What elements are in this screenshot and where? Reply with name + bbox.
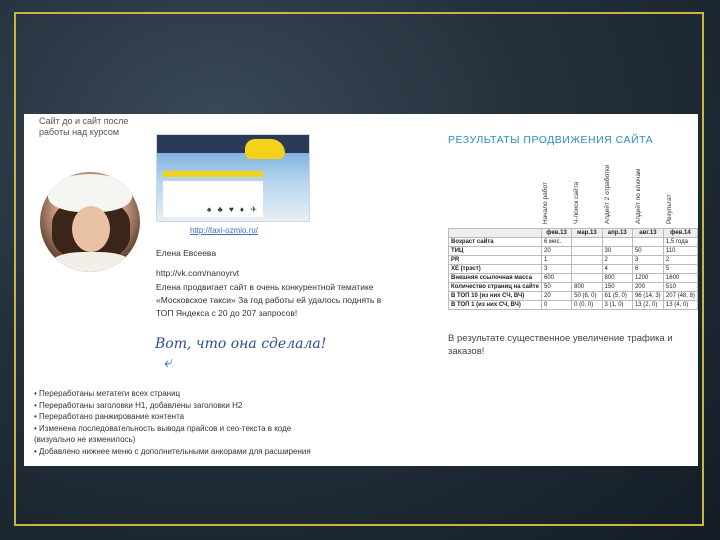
column-head: Результат <box>666 194 673 224</box>
thumbnail-icons: ♠ ♣ ♥ ♦ ✈ <box>207 205 259 214</box>
column-headers-rotated <box>541 158 691 226</box>
table-row: Внешняя ссылочная масса 600 800 1200 1600 <box>449 274 698 283</box>
table-row: В ТОП 10 (из них СЧ, ВЧ) 20 50 (6, 0) 61 (5, 0) 96 (14, 3) 207 (48, 8) <box>449 292 698 301</box>
table-row: В ТОП 1 (из них СЧ, ВЧ) 0 0 (0, 0) 3 (1, 0) 13 (2, 0) 13 (4, 0) <box>449 301 698 310</box>
bullet-item: • Переработано ранжирование контента <box>34 412 185 421</box>
bullet-item: (визуально не изменилось) <box>34 435 136 444</box>
callout-text: Вот, что она сделала! <box>155 336 327 352</box>
profile-link[interactable]: http://vk.com/nanoyrvt <box>156 268 240 278</box>
slide <box>24 114 698 466</box>
avatar <box>40 172 140 272</box>
site-link[interactable]: http://taxi-ozmio.ru/ <box>190 226 259 235</box>
bullet-list <box>34 388 374 457</box>
taxi-car-image <box>245 139 285 159</box>
bullet-item: • Изменена последовательность вывода прайсов и сео-текста в коде <box>34 423 292 433</box>
column-head: Начало работ <box>542 182 549 224</box>
bullet-item: • Переработаны заголовки Н1, добавлены заголовки Н2 <box>34 400 243 410</box>
table-row: XE (трэст) 3 4 6 5 <box>449 265 698 274</box>
column-head: Ч-поиск сайта <box>573 181 580 224</box>
bullet-item: • Переработаны метатеги всех страниц <box>34 389 181 398</box>
table-header-row: фев.13 мар.13 апр.13 авг.13 фев.14 <box>449 229 698 238</box>
column-head: Апдейт по ключам <box>635 168 642 224</box>
bullet-item: • Добавлено нижнее меню с дополнительными анкорами для расширения <box>34 446 311 456</box>
results-table <box>448 228 698 310</box>
table-row: ТИЦ 20 30 50 110 <box>449 247 698 256</box>
arrow-icon: ⤶ <box>164 354 173 371</box>
results-title: РЕЗУЛЬТАТЫ ПРОДВИЖЕНИЯ САЙТА <box>448 134 654 146</box>
site-screenshot-thumbnail <box>156 134 310 222</box>
table-row: Количество страниц на сайте 50 800 150 200 510 <box>449 283 698 292</box>
slide-top-text: Сайт до и сайт после работы над курсом <box>39 116 129 137</box>
description-text: Елена продвигает сайт в очень конкурентной тематике «Московское такси» За год работы ей удалось поднять в ТОП Яндекса с 20 до 207 запросов! <box>156 282 382 318</box>
conclusion-text: В результате существенное увеличение трафика и заказов! <box>448 333 673 357</box>
table-row: PR 1 2 3 2 <box>449 256 698 265</box>
author-name: Елена Евсеева <box>156 248 217 258</box>
table-row: Возраст сайта 6 мес. 1,5 года <box>449 238 698 247</box>
column-head: Апдейт 2 отработки <box>604 164 611 224</box>
